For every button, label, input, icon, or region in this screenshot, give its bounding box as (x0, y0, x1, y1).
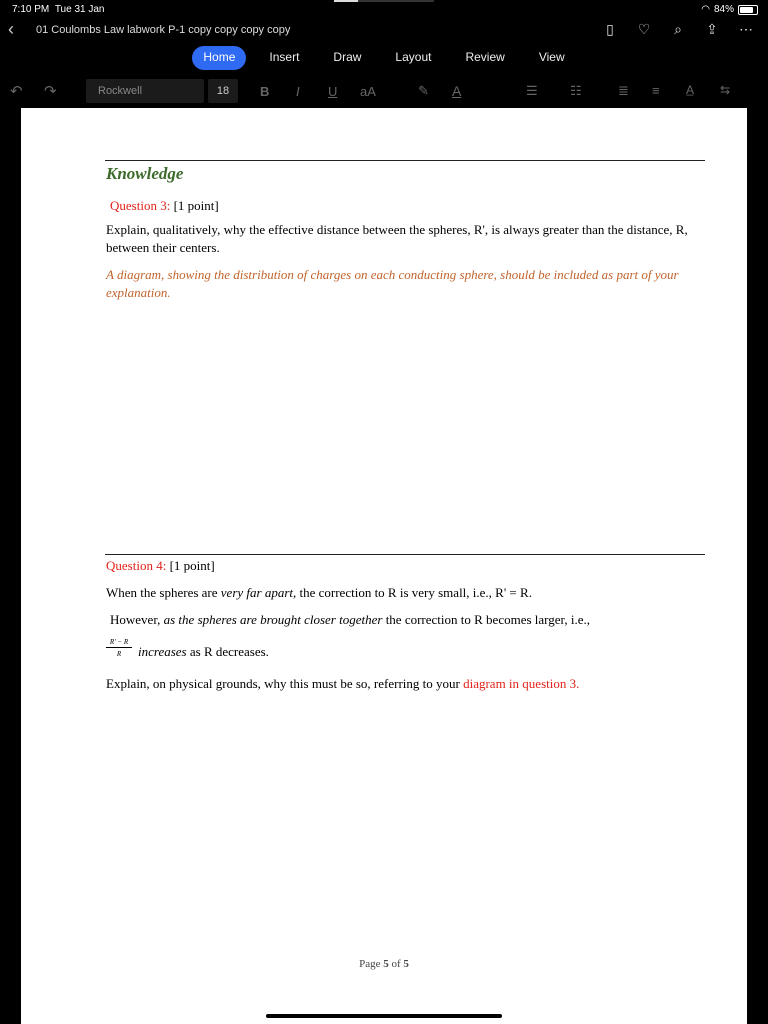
document-title: 01 Coulombs Law labwork P-1 copy copy copy copy (36, 24, 291, 36)
ribbon-tabs (0, 46, 768, 70)
home-indicator[interactable] (266, 1014, 502, 1018)
tab-review[interactable]: Review (465, 50, 505, 64)
lightbulb-icon[interactable]: ♡ (637, 21, 651, 37)
battery-icon (738, 5, 758, 15)
question-4-line-4: Explain, on physical grounds, why this must be so, referring to your diagram in question 3. (106, 676, 580, 691)
wifi-icon: ◠ (701, 4, 710, 15)
font-size-field[interactable]: 18 (208, 79, 238, 103)
text-color-button[interactable]: A (452, 83, 462, 99)
tab-view[interactable]: View (538, 50, 565, 64)
question-4-line-2: However, as the spheres are brought closer together the correction to R becomes larger, i.e., (110, 612, 590, 627)
outdent-icon[interactable]: ≣ (618, 83, 629, 98)
question-3-note: A diagram, showing the distribution of charges on each conducting sphere, should be included as part of your explanation. (106, 267, 679, 300)
underline-button[interactable]: U (328, 84, 338, 99)
question-4-line-1: When the spheres are very far apart, the correction to R is very small, i.e., R' = R. (106, 585, 532, 600)
tab-insert[interactable]: Insert (269, 50, 300, 64)
tab-draw[interactable]: Draw (333, 50, 362, 64)
redo-icon[interactable]: ↷ (44, 83, 57, 100)
bold-button[interactable]: B (260, 84, 270, 99)
highlighter-icon[interactable]: ✎ (418, 83, 429, 98)
question-3-label: Question 3: [1 point] (110, 198, 219, 213)
format-toolbar (0, 78, 768, 106)
share-icon[interactable]: ⇪ (706, 21, 718, 37)
status-bar (0, 0, 768, 18)
tab-layout[interactable]: Layout (395, 50, 432, 64)
title-bar (0, 18, 768, 44)
tab-home[interactable]: Home (192, 46, 246, 70)
phone-view-icon[interactable]: ▯ (606, 21, 614, 37)
styles-icon[interactable]: A̲ (686, 83, 695, 97)
text-direction-icon[interactable]: ⇆ (720, 83, 731, 97)
indent-icon[interactable]: ≡ (652, 83, 660, 98)
fraction: $\frac{R' - R}{R}$ (106, 638, 132, 658)
more-icon[interactable]: ⋯ (739, 21, 753, 37)
numbering-icon[interactable]: ☷ (570, 83, 582, 98)
section-heading: Knowledge (106, 164, 184, 183)
document-page[interactable] (21, 108, 747, 1024)
divider (105, 160, 705, 161)
back-chevron-icon[interactable]: ‹ (8, 19, 14, 39)
question-3-text: Explain, qualitatively, why the effective distance between the spheres, R', is always greater than the distance, R, between their centers. (106, 222, 688, 255)
question-4-line-3: increases as R decreases. (138, 644, 269, 659)
search-icon[interactable]: ⌕ (674, 21, 682, 37)
divider (105, 554, 705, 555)
question-4-label: Question 4: [1 point] (106, 558, 215, 573)
bullets-icon[interactable]: ☰ (526, 83, 538, 98)
page-number: Page 5 of 5 (359, 958, 409, 970)
italic-button[interactable]: I (296, 84, 300, 99)
status-time: 7:10 PM Tue 31 Jan (12, 4, 105, 15)
undo-icon[interactable]: ↶ (10, 83, 23, 100)
font-size-toggle[interactable]: aA (360, 84, 376, 99)
font-name-field[interactable]: Rockwell (86, 79, 204, 103)
battery-percent: 84% (713, 4, 734, 15)
